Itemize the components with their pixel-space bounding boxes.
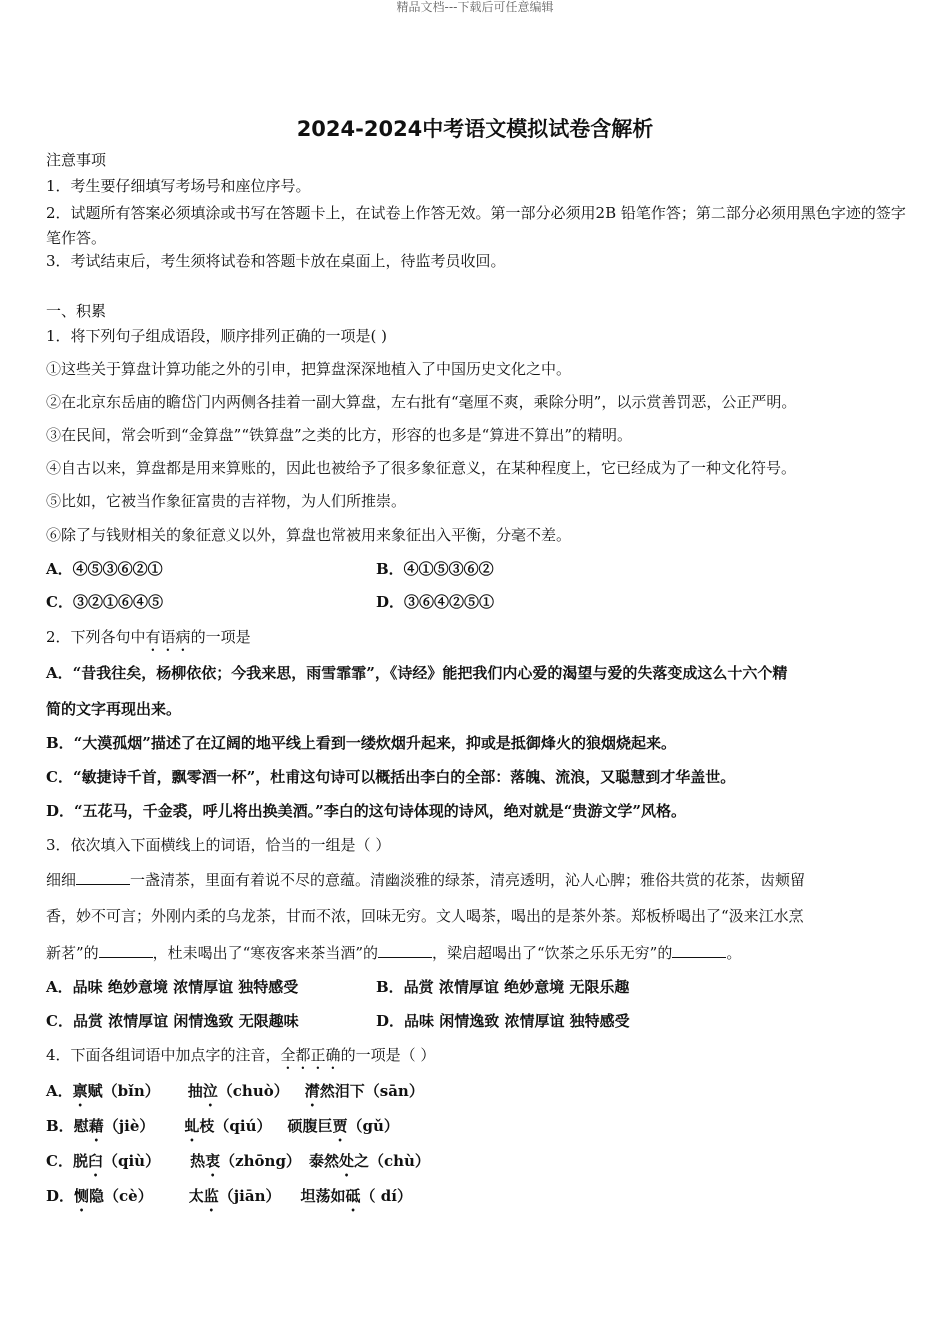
dotted-char: 泣	[202, 1082, 218, 1100]
option-letter: A．	[46, 1082, 73, 1100]
option-c[interactable]: C．品赏 浓情厚谊 闲情逸致 无限趣味	[46, 1012, 299, 1030]
passage-line	[46, 870, 805, 890]
word-text: （chuò）	[217, 1082, 289, 1100]
dotted-char: 虬	[184, 1117, 200, 1135]
word-text: 脱	[72, 1152, 88, 1170]
sentence: ③在民间，常会听到“金算盘”“铁算盘”之类的比方，形容的也多是“算进不算出”的精明。	[46, 426, 633, 444]
fill-blank[interactable]	[76, 870, 130, 885]
word-text: 然泪下（sān）	[319, 1082, 424, 1100]
stem-text: 的一项是	[190, 628, 251, 646]
question-stem: 3．依次填入下面横线上的词语，恰当的一组是（ ）	[46, 836, 391, 854]
option-a[interactable]: A．④⑤③⑥②①	[46, 560, 163, 578]
stem-emphasis: 有语病	[145, 628, 191, 646]
word-text: （qiù）	[102, 1152, 161, 1170]
question-stem	[46, 1045, 435, 1073]
option-b[interactable]: B．“大漠孤烟”描述了在辽阔的地平线上看到一缕炊烟升起来，抑或是抵御烽火的狼烟烧起来。	[46, 734, 676, 752]
page-title: 2024-2024中考语文模拟试卷含解析	[296, 117, 654, 141]
dotted-char: 处	[338, 1152, 354, 1170]
word-text: 热	[190, 1152, 206, 1170]
option-c[interactable]	[46, 1151, 430, 1180]
word-text: （jiān）	[218, 1187, 281, 1205]
passage-text: ，梁启超喝出了“饮茶之乐乐无穷”的	[432, 944, 673, 962]
dotted-char: 砥	[345, 1187, 361, 1205]
header-note: 精品文档---下载后可任意编辑	[396, 0, 554, 14]
option-d[interactable]: D．品味 闲情逸致 浓情厚谊 独特感受	[376, 1012, 630, 1030]
option-d[interactable]: D．③⑥④②⑤①	[376, 593, 495, 611]
word-text: 枝（qiú）	[199, 1117, 272, 1135]
option-b[interactable]: B．④①⑤③⑥②	[376, 560, 494, 578]
word-text: 硕腹巨	[287, 1117, 333, 1135]
word-text: （gǔ）	[347, 1117, 399, 1135]
section-heading: 一、积累	[46, 302, 107, 320]
option-c[interactable]: C．“敏捷诗千首，飘零酒一杯”，杜甫这句诗可以概括出李白的全部：落魄、流浪，又聪慧到才华盖世。	[46, 768, 736, 786]
sentence: ①这些关于算盘计算功能之外的引申，把算盘深深地植入了中国历史文化之中。	[46, 360, 572, 378]
notice-item: 3．考试结束后，考生须将试卷和答题卡放在桌面上，待监考员收回。	[46, 252, 506, 270]
sentence: ⑥除了与钱财相关的象征意义以外，算盘也常被用来象征出入平衡，分毫不差。	[46, 526, 572, 544]
option-a[interactable]: A．品味 绝妙意境 浓情厚谊 独特感受	[46, 978, 299, 996]
stem-text: 的一项是（ ）	[340, 1046, 436, 1064]
passage-text: 一盏清茶，里面有着说不尽的意蕴。清幽淡雅的绿茶，清亮透明，沁人心脾；雅俗共赏的花茶，齿颊留	[130, 871, 806, 889]
option-d[interactable]: D．“五花马，千金裘，呼儿将出换美酒。”李白的这句诗体现的诗风，绝对就是“贵游文学”风格。	[46, 802, 687, 820]
sentence: ②在北京东岳庙的瞻岱门内两侧各挂着一副大算盘，左右批有“毫厘不爽，乘除分明”，以示赏善罚恶，公正严明。	[46, 393, 797, 411]
word-text: （zhōng）	[220, 1152, 301, 1170]
notice-item: 1．考生要仔细填写考场号和座位序号。	[46, 177, 311, 195]
dotted-char: 禀	[72, 1082, 88, 1100]
passage-line	[46, 943, 741, 963]
word-text: 泰然	[308, 1152, 339, 1170]
dotted-char: 衷	[205, 1152, 221, 1170]
option-c[interactable]: C．③②①⑥④⑤	[46, 593, 163, 611]
word-text: 隐（cè）	[89, 1187, 153, 1205]
dotted-char: 臼	[87, 1152, 103, 1170]
word-text: 坦荡如	[300, 1187, 346, 1205]
option-d[interactable]	[46, 1186, 412, 1215]
word-text: 之（chù）	[353, 1152, 430, 1170]
stem-text: 2．下列各句中	[46, 628, 146, 646]
word-text: 抽	[187, 1082, 203, 1100]
fill-blank[interactable]	[672, 943, 726, 958]
dotted-char: 藉	[88, 1117, 104, 1135]
option-a[interactable]	[46, 1081, 424, 1110]
notice-item: 2．试题所有答案必须填涂或书写在答题卡上，在试卷上作答无效。第一部分必须用2B 铅笔作答；第二部分必须用黑色字迹的签字笔作答。	[46, 204, 906, 247]
fill-blank[interactable]	[378, 943, 432, 958]
passage-text: 。	[726, 944, 742, 962]
word-text: （jiè）	[103, 1117, 155, 1135]
word-text: 赋（bǐn）	[87, 1082, 160, 1100]
question-stem	[46, 627, 251, 655]
stem-text: 4．下面各组词语中加点字的注音，	[46, 1046, 281, 1064]
stem-emphasis: 全都正确	[280, 1046, 341, 1064]
question-stem: 1．将下列句子组成语段，顺序排列正确的一项是( )	[46, 327, 388, 345]
option-b[interactable]	[46, 1116, 399, 1145]
fill-blank[interactable]	[99, 943, 153, 958]
option-letter: B．	[46, 1117, 74, 1135]
passage-text: ，杜耒喝出了“寒夜客来茶当酒”的	[152, 944, 379, 962]
option-a[interactable]: A．“昔我往矣，杨柳依依；今我来思，雨雪霏霏”，《诗经》能把我们内心爱的渴望与爱的失落变成这么十六个精	[46, 664, 788, 682]
notice-heading: 注意事项	[46, 151, 107, 169]
word-text: 慰	[73, 1117, 89, 1135]
passage-line: 香，妙不可言；外刚内柔的乌龙茶，甘而不浓，回味无穷。文人喝茶，喝出的是茶外茶。郑板桥喝出了“汲来江水烹	[46, 907, 804, 925]
passage-text: 细细	[46, 871, 77, 889]
passage-text: 新茗”的	[46, 944, 99, 962]
dotted-char: 贾	[332, 1117, 348, 1135]
dotted-char: 监	[203, 1187, 219, 1205]
word-text: （ dí）	[360, 1187, 412, 1205]
word-text: 太	[188, 1187, 204, 1205]
option-b[interactable]: B．品赏 浓情厚谊 绝妙意境 无限乐趣	[376, 978, 630, 996]
sentence: ⑤比如，它被当作象征富贵的吉祥物，为人们所推崇。	[46, 492, 407, 510]
dotted-char: 恻	[74, 1187, 90, 1205]
option-letter: D．	[46, 1187, 75, 1205]
option-a-cont: 简的文字再现出来。	[46, 700, 182, 718]
sentence: ④自古以来，算盘都是用来算账的，因此也被给予了很多象征意义，在某种程度上，它已经成为了一种文化符号。	[46, 459, 797, 477]
option-letter: C．	[46, 1152, 73, 1170]
dotted-char: 潸	[304, 1082, 320, 1100]
